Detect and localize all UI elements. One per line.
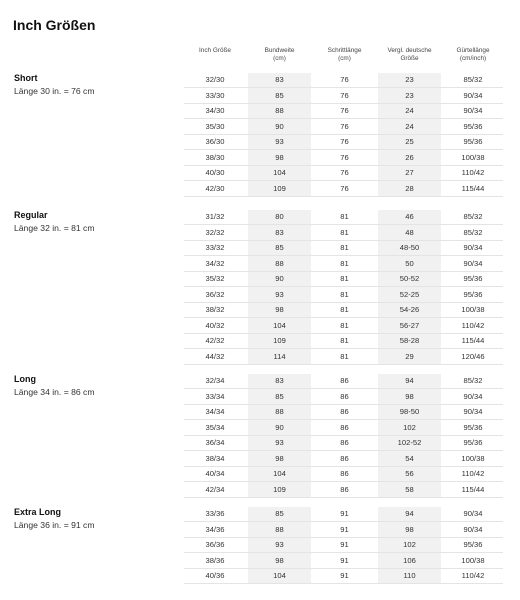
cell-inch-size: 32/32 — [205, 227, 225, 237]
cell-belt-length: 100/38 — [461, 555, 485, 565]
table-row — [184, 420, 503, 436]
cell-belt-length: 85/32 — [463, 227, 483, 237]
cell-inseam: 81 — [340, 320, 349, 330]
header-inch-size: Inch Größe — [199, 47, 231, 54]
table-row — [184, 88, 503, 104]
cell-inseam: 81 — [340, 274, 349, 284]
table-row — [184, 318, 503, 334]
cell-inseam: 76 — [340, 121, 349, 131]
table-row — [184, 436, 503, 452]
header-inseam: Schrittlänge (cm) — [327, 47, 362, 62]
cell-german-size: 98 — [378, 522, 441, 537]
table-row — [184, 166, 503, 182]
cell-waist: 85 — [248, 389, 311, 404]
table-row — [184, 389, 503, 405]
table-row — [184, 482, 503, 498]
size-table-short — [184, 73, 503, 197]
cell-inch-size: 34/32 — [205, 258, 225, 268]
cell-belt-length: 90/34 — [463, 524, 483, 534]
cell-belt-length: 95/36 — [463, 540, 483, 550]
cell-inch-size: 36/32 — [205, 289, 225, 299]
cell-belt-length: 90/34 — [463, 258, 483, 268]
cell-german-size: 98-50 — [378, 405, 441, 420]
cell-german-size: 29 — [378, 349, 441, 364]
cell-belt-length: 90/34 — [463, 243, 483, 253]
header-waist: Bundweite (cm) — [264, 47, 295, 62]
cell-inseam: 86 — [340, 453, 349, 463]
cell-inch-size: 42/34 — [205, 484, 225, 494]
cell-waist: 85 — [248, 88, 311, 103]
cell-inch-size: 33/30 — [205, 90, 225, 100]
cell-german-size: 25 — [378, 135, 441, 150]
cell-waist: 80 — [248, 210, 311, 225]
cell-waist: 93 — [248, 135, 311, 150]
cell-waist: 93 — [248, 436, 311, 451]
cell-inseam: 81 — [340, 351, 349, 361]
cell-inseam: 86 — [340, 484, 349, 494]
cell-german-size: 58-28 — [378, 334, 441, 349]
table-row — [184, 256, 503, 272]
cell-inch-size: 42/32 — [205, 336, 225, 346]
cell-waist: 83 — [248, 225, 311, 240]
cell-belt-length: 95/36 — [463, 422, 483, 432]
cell-inseam: 76 — [340, 75, 349, 85]
cell-inseam: 81 — [340, 258, 349, 268]
table-row — [184, 150, 503, 166]
cell-inch-size: 33/32 — [205, 243, 225, 253]
cell-belt-length: 95/36 — [463, 274, 483, 284]
cell-inseam: 91 — [340, 555, 349, 565]
size-table-regular — [184, 210, 503, 365]
cell-inseam: 76 — [340, 90, 349, 100]
cell-inseam: 76 — [340, 106, 349, 116]
cell-german-size: 54-26 — [378, 303, 441, 318]
cell-inch-size: 34/30 — [205, 106, 225, 116]
cell-inch-size: 36/30 — [205, 137, 225, 147]
cell-inseam: 76 — [340, 137, 349, 147]
table-row — [184, 405, 503, 421]
cell-inseam: 86 — [340, 438, 349, 448]
header-belt-length: Gürtellänge (cm/inch) — [456, 47, 490, 62]
size-table-long — [184, 374, 503, 498]
cell-inseam: 86 — [340, 376, 349, 386]
cell-inseam: 81 — [340, 227, 349, 237]
cell-belt-length: 120/46 — [461, 351, 485, 361]
cell-belt-length: 95/36 — [463, 438, 483, 448]
table-row — [184, 349, 503, 365]
cell-inseam: 86 — [340, 407, 349, 417]
cell-belt-length: 100/38 — [461, 453, 485, 463]
cell-german-size: 58 — [378, 482, 441, 497]
cell-belt-length: 115/44 — [461, 183, 485, 193]
cell-german-size: 27 — [378, 166, 441, 181]
cell-belt-length: 90/34 — [463, 90, 483, 100]
cell-inch-size: 32/34 — [205, 376, 225, 386]
cell-german-size: 24 — [378, 104, 441, 119]
cell-inch-size: 33/36 — [205, 509, 225, 519]
table-row — [184, 569, 503, 585]
table-row — [184, 334, 503, 350]
cell-waist: 85 — [248, 241, 311, 256]
cell-inch-size: 32/30 — [205, 75, 225, 85]
cell-german-size: 46 — [378, 210, 441, 225]
cell-belt-length: 95/36 — [463, 121, 483, 131]
cell-german-size: 50 — [378, 256, 441, 271]
cell-belt-length: 85/32 — [463, 376, 483, 386]
cell-inseam: 86 — [340, 391, 349, 401]
cell-waist: 85 — [248, 507, 311, 522]
group-length-regular: Länge 32 in. = 81 cm — [14, 223, 95, 233]
cell-inch-size: 34/34 — [205, 407, 225, 417]
cell-german-size: 50-52 — [378, 272, 441, 287]
cell-german-size: 26 — [378, 150, 441, 165]
size-table-extra-long — [184, 507, 503, 585]
cell-inch-size: 42/30 — [205, 183, 225, 193]
cell-waist: 93 — [248, 538, 311, 553]
table-row — [184, 507, 503, 523]
cell-german-size: 102 — [378, 538, 441, 553]
page-title: Inch Größen — [13, 17, 96, 33]
cell-inch-size: 38/32 — [205, 305, 225, 315]
cell-waist: 93 — [248, 287, 311, 302]
group-title-extra-long: Extra Long — [14, 507, 62, 517]
cell-german-size: 94 — [378, 507, 441, 522]
cell-inch-size: 40/36 — [205, 571, 225, 581]
cell-german-size: 52-25 — [378, 287, 441, 302]
cell-german-size: 48 — [378, 225, 441, 240]
cell-belt-length: 110/42 — [461, 469, 485, 479]
cell-waist: 90 — [248, 420, 311, 435]
cell-waist: 90 — [248, 272, 311, 287]
cell-german-size: 54 — [378, 451, 441, 466]
cell-belt-length: 90/34 — [463, 407, 483, 417]
cell-inch-size: 35/34 — [205, 422, 225, 432]
table-row — [184, 538, 503, 554]
table-row — [184, 522, 503, 538]
cell-inseam: 76 — [340, 152, 349, 162]
table-row — [184, 553, 503, 569]
cell-belt-length: 90/34 — [463, 391, 483, 401]
cell-german-size: 94 — [378, 374, 441, 389]
table-row — [184, 210, 503, 226]
cell-inch-size: 34/36 — [205, 524, 225, 534]
group-length-long: Länge 34 in. = 86 cm — [14, 387, 95, 397]
table-row — [184, 119, 503, 135]
cell-waist: 98 — [248, 451, 311, 466]
cell-belt-length: 85/32 — [463, 75, 483, 85]
table-row — [184, 241, 503, 257]
cell-belt-length: 110/42 — [461, 571, 485, 581]
cell-inch-size: 38/36 — [205, 555, 225, 565]
cell-belt-length: 110/42 — [461, 320, 485, 330]
cell-inseam: 86 — [340, 422, 349, 432]
cell-waist: 98 — [248, 553, 311, 568]
table-row — [184, 287, 503, 303]
cell-waist: 83 — [248, 73, 311, 88]
cell-inseam: 81 — [340, 289, 349, 299]
cell-waist: 104 — [248, 569, 311, 584]
cell-belt-length: 95/36 — [463, 289, 483, 299]
table-row — [184, 181, 503, 197]
cell-waist: 90 — [248, 119, 311, 134]
cell-waist: 98 — [248, 150, 311, 165]
cell-inch-size: 35/30 — [205, 121, 225, 131]
cell-german-size: 23 — [378, 73, 441, 88]
group-length-extra-long: Länge 36 in. = 91 cm — [14, 520, 95, 530]
cell-german-size: 23 — [378, 88, 441, 103]
cell-german-size: 48-50 — [378, 241, 441, 256]
cell-german-size: 24 — [378, 119, 441, 134]
cell-belt-length: 115/44 — [461, 336, 485, 346]
cell-inch-size: 38/34 — [205, 453, 225, 463]
cell-waist: 109 — [248, 181, 311, 196]
cell-inseam: 81 — [340, 336, 349, 346]
cell-belt-length: 90/34 — [463, 509, 483, 519]
table-row — [184, 272, 503, 288]
cell-waist: 88 — [248, 104, 311, 119]
group-title-regular: Regular — [14, 210, 48, 220]
cell-belt-length: 100/38 — [461, 305, 485, 315]
table-row — [184, 451, 503, 467]
cell-inch-size: 40/34 — [205, 469, 225, 479]
cell-german-size: 102 — [378, 420, 441, 435]
cell-inseam: 81 — [340, 305, 349, 315]
cell-waist: 98 — [248, 303, 311, 318]
cell-inseam: 91 — [340, 571, 349, 581]
cell-waist: 109 — [248, 334, 311, 349]
cell-belt-length: 100/38 — [461, 152, 485, 162]
cell-inch-size: 40/32 — [205, 320, 225, 330]
cell-belt-length: 95/36 — [463, 137, 483, 147]
cell-waist: 114 — [248, 349, 311, 364]
cell-german-size: 28 — [378, 181, 441, 196]
cell-german-size: 56-27 — [378, 318, 441, 333]
cell-inch-size: 31/32 — [205, 212, 225, 222]
cell-inseam: 81 — [340, 243, 349, 253]
cell-inseam: 81 — [340, 212, 349, 222]
cell-inseam: 91 — [340, 524, 349, 534]
cell-german-size: 102-52 — [378, 436, 441, 451]
cell-waist: 88 — [248, 405, 311, 420]
cell-inseam: 76 — [340, 168, 349, 178]
cell-waist: 104 — [248, 166, 311, 181]
table-row — [184, 374, 503, 390]
cell-german-size: 106 — [378, 553, 441, 568]
group-length-short: Länge 30 in. = 76 cm — [14, 86, 95, 96]
cell-inseam: 86 — [340, 469, 349, 479]
cell-inch-size: 36/36 — [205, 540, 225, 550]
cell-inseam: 76 — [340, 183, 349, 193]
cell-inch-size: 44/32 — [205, 351, 225, 361]
cell-inch-size: 38/30 — [205, 152, 225, 162]
header-german-size: Vergl. deutsche Größe — [387, 47, 432, 62]
table-row — [184, 303, 503, 319]
table-row — [184, 225, 503, 241]
cell-inseam: 91 — [340, 509, 349, 519]
cell-waist: 109 — [248, 482, 311, 497]
cell-belt-length: 110/42 — [461, 168, 485, 178]
cell-inch-size: 33/34 — [205, 391, 225, 401]
cell-inch-size: 40/30 — [205, 168, 225, 178]
cell-german-size: 56 — [378, 467, 441, 482]
cell-inch-size: 35/32 — [205, 274, 225, 284]
cell-belt-length: 85/32 — [463, 212, 483, 222]
cell-belt-length: 90/34 — [463, 106, 483, 116]
cell-inseam: 91 — [340, 540, 349, 550]
cell-waist: 88 — [248, 522, 311, 537]
group-title-long: Long — [14, 374, 36, 384]
cell-waist: 83 — [248, 374, 311, 389]
cell-waist: 104 — [248, 467, 311, 482]
cell-german-size: 98 — [378, 389, 441, 404]
table-row — [184, 467, 503, 483]
cell-german-size: 110 — [378, 569, 441, 584]
cell-belt-length: 115/44 — [461, 484, 485, 494]
table-row — [184, 73, 503, 89]
table-row — [184, 135, 503, 151]
cell-waist: 88 — [248, 256, 311, 271]
table-row — [184, 104, 503, 120]
group-title-short: Short — [14, 73, 38, 83]
cell-inch-size: 36/34 — [205, 438, 225, 448]
cell-waist: 104 — [248, 318, 311, 333]
